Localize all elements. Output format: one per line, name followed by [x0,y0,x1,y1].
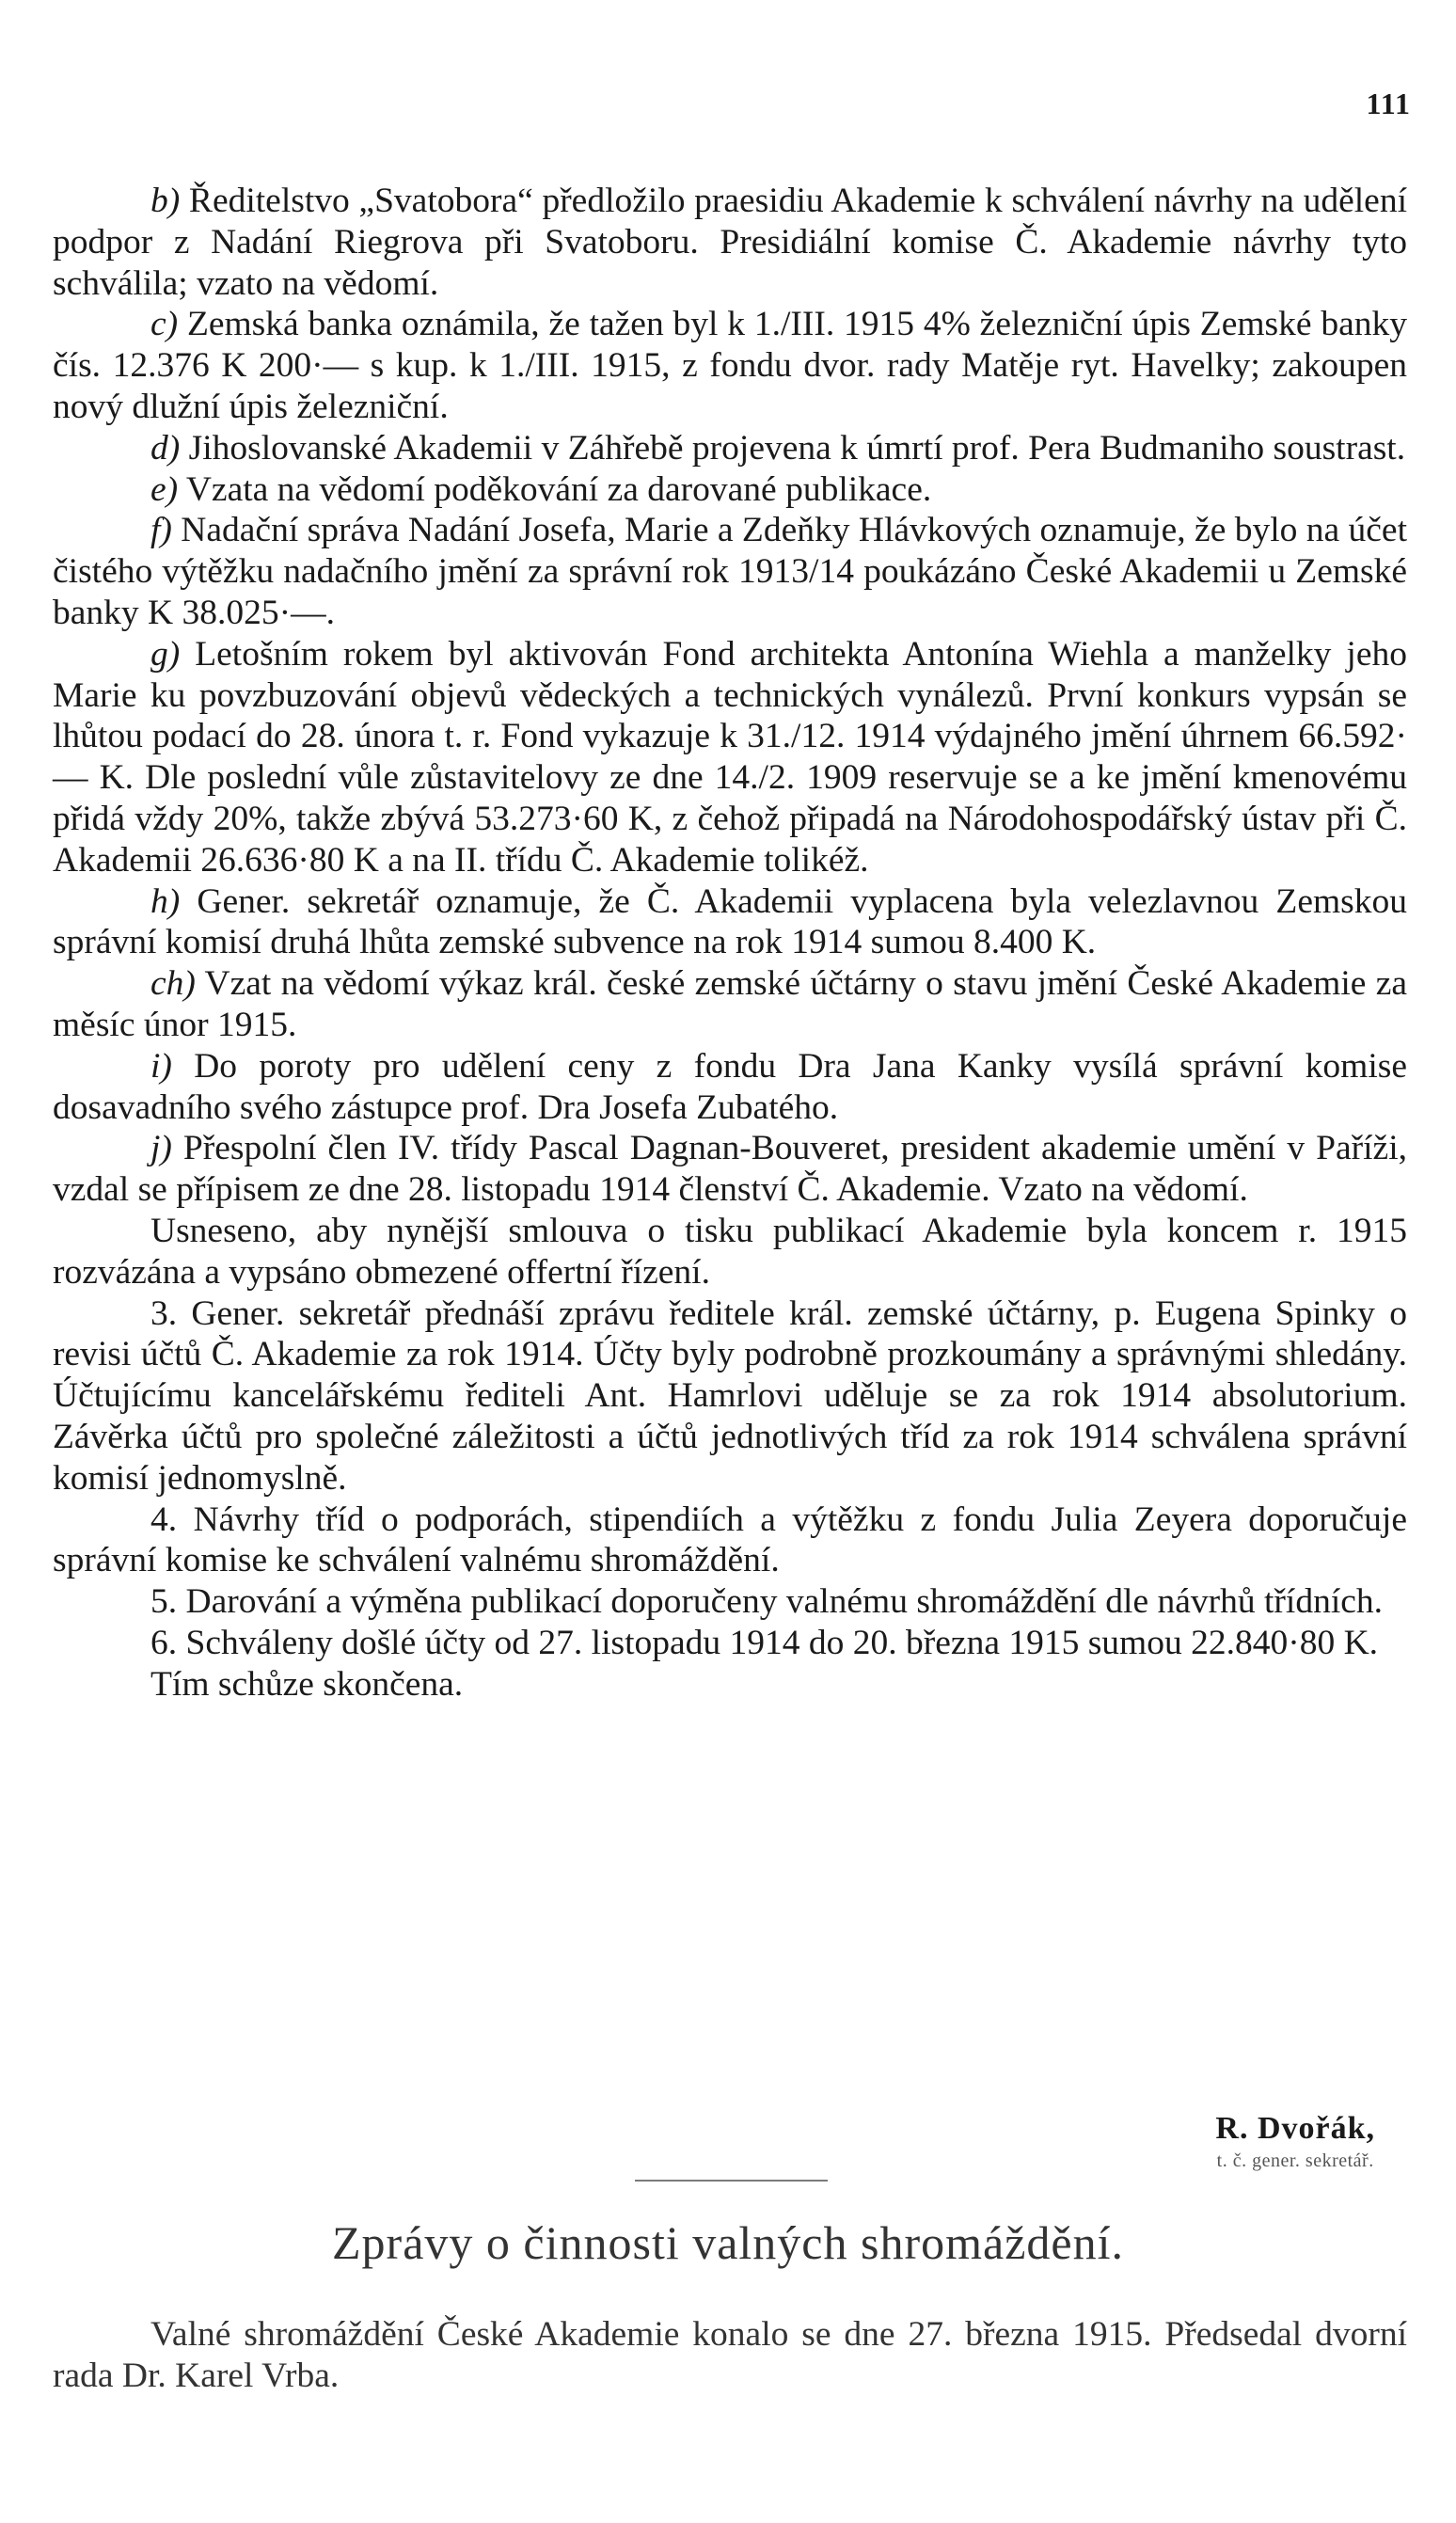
paragraph-text: 6. Schváleny došlé účty od 27. listopadu 1914 do 20. března 1915 sumou 22.840·80 K. [150,1623,1379,1662]
section-divider [635,2180,828,2182]
item-marker: ch) [150,964,196,1004]
section-heading: Zprávy o činnosti valných shromáždění. [332,2216,1124,2269]
paragraph [53,1211,1407,1293]
paragraph [53,181,1407,304]
paragraph [53,1046,1407,1129]
item-marker: h) [150,881,181,921]
paragraph [53,1293,1407,1500]
item-marker: c) [150,305,179,344]
item-marker: f) [150,511,172,550]
item-marker: g) [150,634,181,674]
item-marker: j) [150,1129,172,1168]
item-marker: i) [150,1046,172,1086]
paragraph [53,1128,1407,1211]
item-marker: b) [150,182,181,220]
minutes-body [53,181,1407,1705]
paragraph-text: Jihoslovanské Akademii v Záhřebě projevena k úmrtí prof. Pera Budmaniho soustrast. [180,428,1406,468]
paragraph-text: Zemská banka oznámila, že tažen byl k 1./III. 1915 4% železniční úpis Zemské banky čís. 12.376 K 200·— s kup. k 1./III. 1915, z fondu dvor. rady Matěje ryt. Havelky; zakoupen nový dlužní úpis železniční. [53,305,1407,426]
paragraph [53,1623,1407,1664]
paragraph-text: Letošním rokem byl aktivován Fond architekta Antonína Wiehla a manželky jeho Marie ku povzbuzování objevů vědeckých a technických vynálezů. První konkurs vypsán se lhůtou podací do 28. února t. r. Fond vykazuje k 31./12. 1914 výdajného jmění úhrnem 66.592·— K. Dle poslední vůle zůstavitelovy ze dne 14./2. 1909 reservuje se a ke jmění kmenovému přidá vždy 20%, takže zbývá 53.273·60 K, z čehož připadá na Národohospodářský ústav při Č. Akademii 26.636·80 K a na II. třídu Č. Akademie tolikéž. [53,634,1407,880]
item-marker: d) [150,428,181,468]
paragraph [53,1664,1407,1706]
paragraph: Valné shromáždění České Akademie konalo se dne 27. března 1915. Předsedal dvorní rada Dr. Karel Vrba. [53,2315,1407,2395]
paragraph-text: Ředitelstvo „Svatobora“ předložilo praesidiu Akademie k schválení návrhy na udělení podpor z Nadání Riegrova při Svatoboru. Presidiální komise Č. Akademie návrhy tyto schválila; vzato na vědomí. [53,182,1407,303]
page-number: 111 [1366,87,1411,120]
paragraph [53,428,1407,469]
paragraph-text: 5. Darování a výměna publikací doporučeny valnému shromáždění dle návrhů třídních. [150,1582,1384,1622]
paragraph [53,634,1407,881]
paragraph [53,304,1407,427]
paragraph-text: Tím schůze skončena. [150,1664,464,1704]
item-marker: e) [150,469,179,509]
paragraph [53,510,1407,633]
paragraph [53,1500,1407,1582]
paragraph-text: Do poroty pro udělení ceny z fondu Dra Jana Kanky vysílá správní komise dosavadního svého zástupce prof. Dra Josefa Zubatého. [53,1046,1407,1127]
paragraph-text: 4. Návrhy tříd o podporách, stipendiích a výtěžku z fondu Julia Zeyera doporučuje správní komise ke schválení valnému shromáždění. [53,1500,1407,1580]
signatory-name: R. Dvořák, [1215,2111,1375,2146]
paragraph-text: Usneseno, aby nynější smlouva o tisku publikací Akademie byla koncem r. 1915 rozvázána a vypsáno obmezené offertní řízení. [53,1211,1407,1292]
paragraph [53,469,1407,511]
paragraph-text: Vzata na vědomí poděkování za darované publikace. [178,469,932,509]
paragraph-text: Gener. sekretář oznamuje, že Č. Akademii vyplacena byla velezlavnou Zemskou správní komisí druhá lhůta zemské subvence na rok 1914 sumou 8.400 K. [53,881,1407,962]
signature-block [1215,2111,1375,2172]
signatory-title: t. č. gener. sekretář. [1216,2150,1374,2171]
paragraph-text: Přespolní člen IV. třídy Pascal Dagnan-Bouveret, president akademie umění v Paříži, vzdal se přípisem ze dne 28. listopadu 1914 členství Č. Akademie. Vzato na vědomí. [53,1129,1407,1210]
paragraph-text: 3. Gener. sekretář přednáší zprávu ředitele král. zemské účtárny, p. Eugena Spinky o revisi účtů Č. Akademie za rok 1914. Účty byly podrobně prozkoumány a správnými shledány. Účtujícímu kancelářskému řediteli Ant. Hamrlovi uděluje se za rok 1914 absolutorium. Závěrka účtů pro společné záležitosti a účtů jednotlivých tříd za rok 1914 schválena správní komisí jednomyslně. [53,1293,1407,1498]
section-body [53,2314,1407,2397]
paragraph [53,881,1407,964]
paragraph-text: Vzat na vědomí výkaz král. české zemské účtárny o stavu jmění České Akademie za měsíc únor 1915. [53,964,1407,1044]
paragraph [53,1581,1407,1623]
paragraph [53,963,1407,1046]
paragraph-text: Nadační správa Nadání Josefa, Marie a Zdeňky Hlávkových oznamuje, že bylo na účet čistého výtěžku nadačního jmění za správní rok 1913/14 poukázáno České Akademii u Zemské banky K 38.025·—. [53,511,1407,632]
